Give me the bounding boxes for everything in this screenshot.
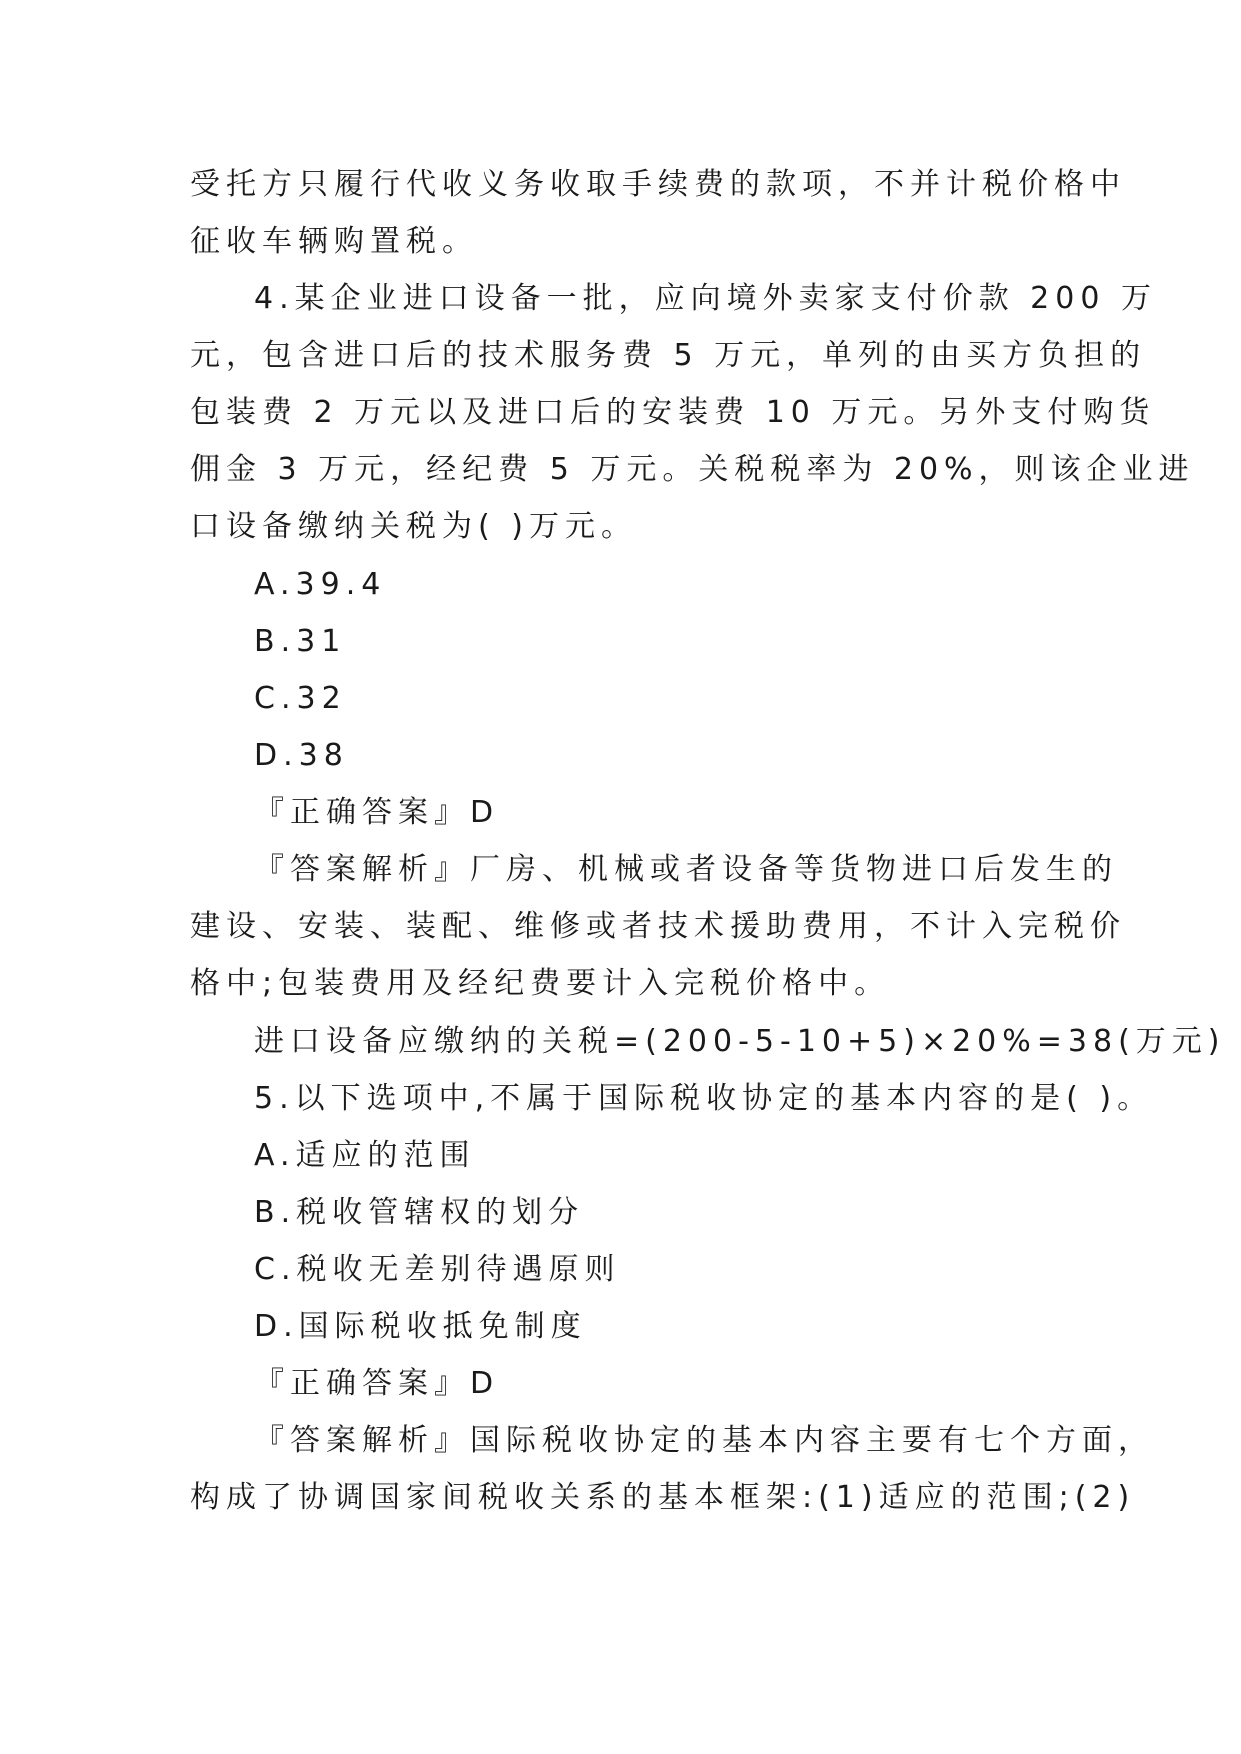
option-b: B.税收管辖权的划分	[254, 1195, 585, 1230]
text-line: 元，包含进口后的技术服务费 5 万元，单列的由买方负担的	[190, 338, 1147, 373]
option-a: A.适应的范围	[254, 1138, 476, 1173]
option-d: D.38	[254, 738, 349, 773]
option-c: C.32	[254, 681, 347, 716]
formula-line: 进口设备应缴纳的关税=(200-5-10+5)×20%=38(万元)	[254, 1024, 1226, 1059]
option-d: D.国际税收抵免制度	[254, 1309, 587, 1344]
answer-analysis: 『答案解析』国际税收协定的基本内容主要有七个方面，	[254, 1423, 1154, 1458]
option-a: A.39.4	[254, 567, 387, 602]
option-b: B.31	[254, 624, 347, 659]
question-4-text: 4.某企业进口设备一批，应向境外卖家支付价款 200 万	[254, 281, 1157, 316]
text-line: 包装费 2 万元以及进口后的安装费 10 万元。另外支付购货	[190, 395, 1156, 430]
text-line: 格中;包装费用及经纪费要计入完税价格中。	[190, 966, 891, 1001]
text-line: 佣金 3 万元，经纪费 5 万元。关税税率为 20%，则该企业进	[190, 452, 1195, 487]
text-line: 建设、安装、装配、维修或者技术援助费用，不计入完税价	[190, 909, 1126, 944]
correct-answer: 『正确答案』D	[254, 1366, 500, 1401]
text-line: 口设备缴纳关税为( )万元。	[190, 509, 637, 544]
question-5-text: 5.以下选项中,不属于国际税收协定的基本内容的是( )。	[254, 1081, 1154, 1116]
option-c: C.税收无差别待遇原则	[254, 1252, 621, 1287]
text-line: 征收车辆购置税。	[190, 224, 478, 259]
correct-answer: 『正确答案』D	[254, 795, 500, 830]
answer-analysis: 『答案解析』厂房、机械或者设备等货物进口后发生的	[254, 852, 1118, 887]
text-line: 构成了协调国家间税收关系的基本框架:(1)适应的范围;(2)	[190, 1480, 1136, 1515]
text-line: 受托方只履行代收义务收取手续费的款项，不并计税价格中	[190, 167, 1126, 202]
